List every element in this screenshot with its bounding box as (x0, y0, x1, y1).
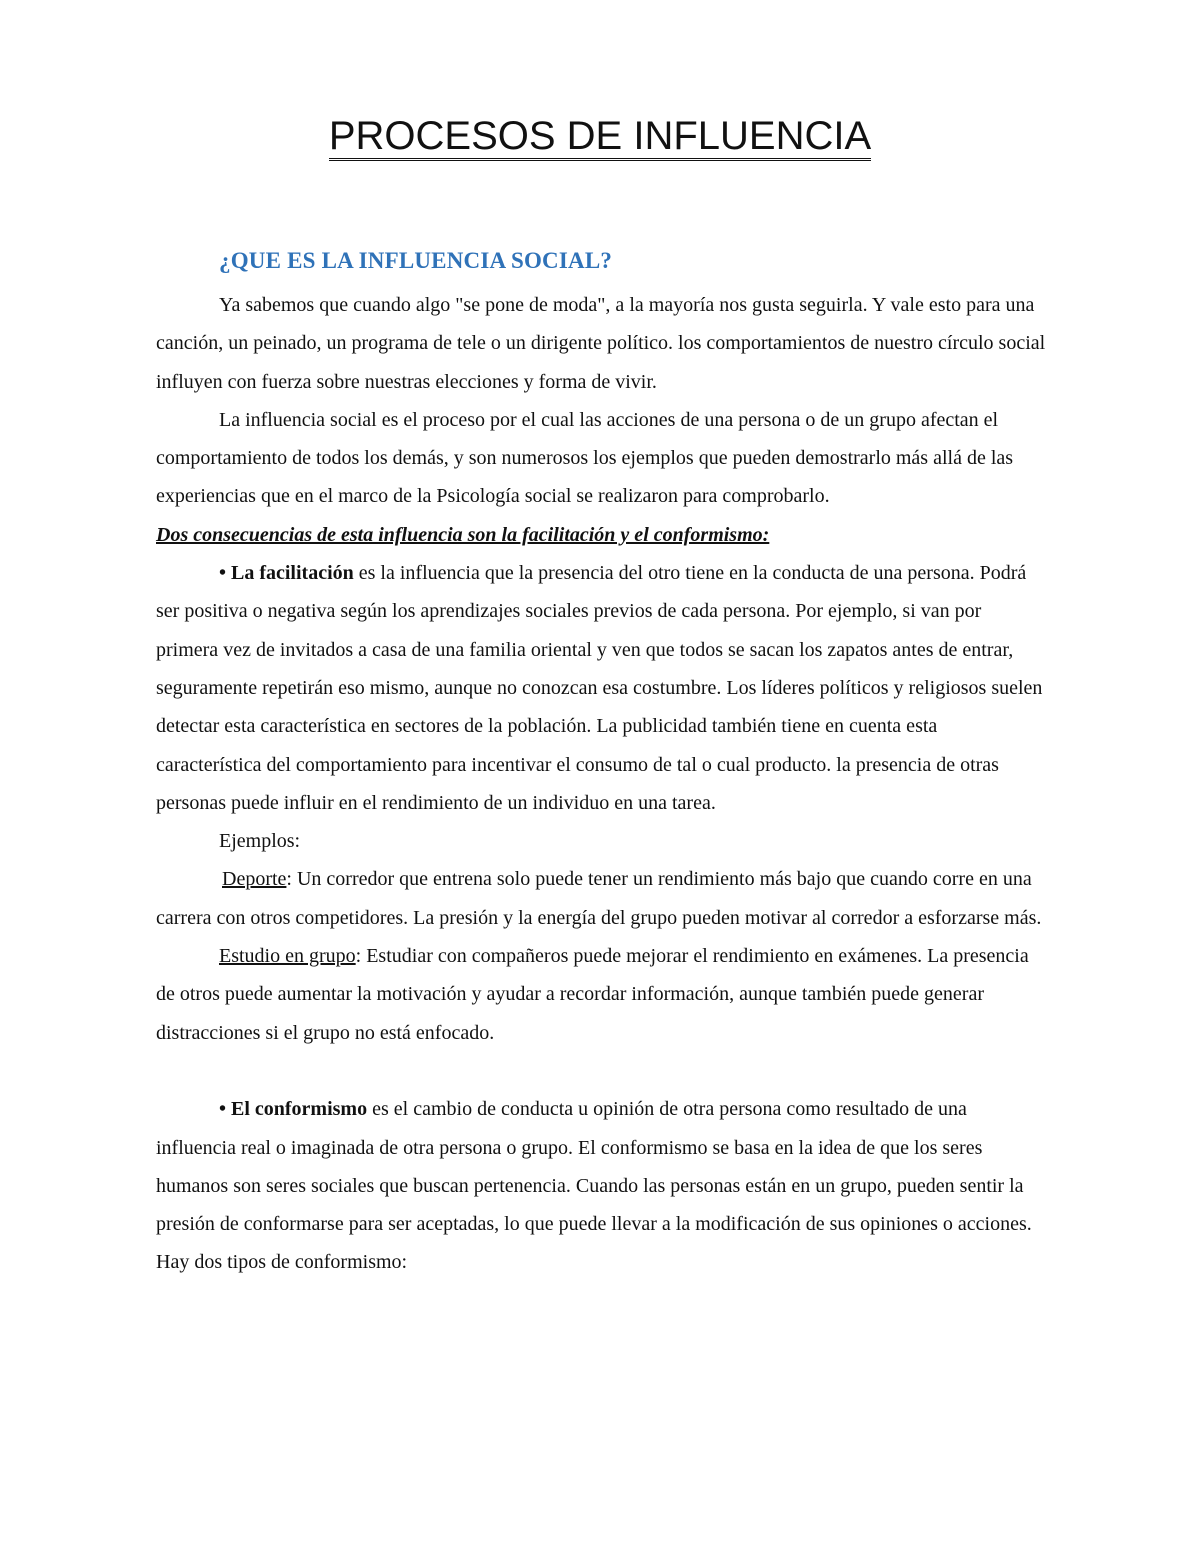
facilitacion-term: • La facilitación (219, 562, 354, 585)
paragraph-moda: Ya sabemos que cuando algo "se pone de moda", a la mayoría nos gusta seguirla. Y vale esto para una canción, un peinado, un programa de tele o un dirigente político. los comportamientos de nuestro círculo social influyen con fuerza sobre nuestras elecciones y forma de vivir. (156, 294, 1046, 393)
section-heading: ¿QUE ES LA INFLUENCIA SOCIAL? (219, 248, 613, 273)
document-title: PROCESOS DE INFLUENCIA (0, 112, 1200, 160)
deporte-label: Deporte (222, 868, 287, 891)
paragraph-conformismo (156, 1090, 1046, 1281)
facilitacion-text: es la influencia que la presencia del otro tiene en la conducta de una persona. Podrá ser positiva o negativa según los aprendizajes sociales previos de cada persona. Por ejemplo, si van por primera vez de invitados a casa de una familia oriental y ven que todos se sacan los zapatos antes de entrar, seguramente repetirán eso mismo, aunque no conozcan esa costumbre. Los líderes políticos y religiosos suelen detectar esta característica en sectores de la población. La publicidad también tiene en cuenta esta característica del comportamiento para incentivar el consumo de tal o cual producto. la presencia de otras personas puede influir en el rendimiento de un individuo en una tarea. (156, 562, 1043, 814)
conformismo-term: • El conformismo (219, 1098, 368, 1121)
conformismo-text: es el cambio de conducta u opinión de otra persona como resultado de una influencia real o imaginada de otra persona o grupo. El conformismo se basa en la idea de que los seres humanos son seres sociales que buscan pertenencia. Cuando las personas están en un grupo, pueden sentir la presión de conformarse para ser aceptadas, lo que puede llevar a la modificación de sus opiniones o acciones. Hay dos tipos de conformismo: (156, 1098, 1032, 1274)
paragraph-definicion: La influencia social es el proceso por el cual las acciones de una persona o de un grupo afectan el comportamiento de todos los demás, y son numerosos los ejemplos que pueden demostrarlo más allá de las experiencias que en el marco de la Psicología social se realizaron para comprobarlo. (156, 408, 1014, 508)
blank-line (156, 1052, 1046, 1090)
document-body (156, 286, 1046, 1282)
paragraph-estudio (156, 937, 1046, 1052)
subheading-consecuencias: Dos consecuencias de esta influencia son la facilitación y el conformismo: (156, 523, 770, 546)
deporte-text: : Un corredor que entrena solo puede tener un rendimiento más bajo que cuando corre en una carrera con otros competidores. La presión y la energía del grupo pueden motivar al corredor a esforzarse más. (156, 868, 1042, 929)
estudio-label: Estudio en grupo (219, 945, 356, 968)
paragraph-deporte (156, 860, 1046, 937)
ejemplos-label: Ejemplos: (219, 830, 301, 853)
paragraph-facilitacion (156, 554, 1046, 822)
estudio-text: : Estudiar con compañeros puede mejorar el rendimiento en exámenes. La presencia de otros puede aumentar la motivación y ayudar a recordar información, aunque también puede generar distracciones si el grupo no está enfocado. (156, 945, 1029, 1044)
